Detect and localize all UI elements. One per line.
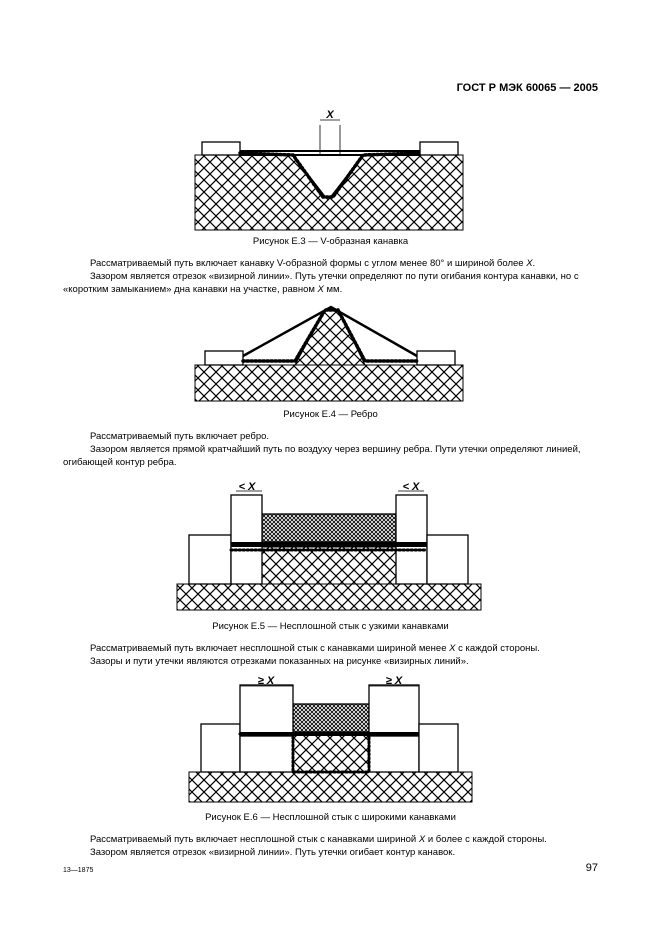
figure-e3-v-groove — [0, 108, 661, 233]
dimension-label-x: X — [326, 109, 334, 121]
paragraph: Рассматриваемый путь включает несплошной стык с канавками шириной менее X с каждой стороны. — [90, 643, 540, 654]
figure-caption: Рисунок Е.5 — Несплошной стык с узкими канавками — [212, 621, 449, 632]
paragraph: Рассматриваемый путь включает канавку V-образной формы с углом менее 80° и шириной более X. — [90, 258, 536, 269]
paragraph: Зазором является отрезок «визирной линии». Путь утечки огибает контур канавок. — [90, 847, 456, 858]
figure-caption: Рисунок Е.3 — V-образная канавка — [252, 236, 409, 247]
figure-caption: Рисунок Е.4 — Ребро — [283, 409, 378, 420]
figure-caption: Рисунок Е.6 — Несплошной стык с широкими канавками — [205, 812, 456, 823]
dimension-label-left: ≥ X — [257, 675, 275, 687]
figure-e4-rib — [0, 300, 661, 404]
dimension-label-right: ≥ X — [385, 675, 403, 687]
paragraph: Рассматриваемый путь включает несплошной стык с канавками шириной X и более с каждой стороны. — [90, 834, 547, 845]
figure-e5-narrow-grooves — [0, 480, 661, 614]
dimension-label-left: < X — [238, 481, 256, 493]
figure-e6-wide-grooves — [0, 672, 661, 806]
document-header: ГОСТ Р МЭК 60065 — 2005 — [456, 82, 598, 94]
page-number: 97 — [585, 862, 598, 874]
paragraph: Зазоры и пути утечки являются отрезками показанных на рисунке «визирных линий». — [90, 656, 469, 667]
paragraph: Зазором является отрезок «визирной линии». Путь утечки определяют по пути огибания контура канавки, но с «коротким замыканием» дна канавки на участке, равном X мм. — [63, 271, 579, 295]
paragraph: Рассматриваемый путь включает ребро. — [90, 431, 270, 442]
dimension-label-right: < X — [402, 481, 420, 493]
paragraph: Зазором является прямой кратчайший путь по воздуху через вершину ребра. Пути утечки определяют линией, огибающей контур ребра. — [63, 444, 581, 468]
footer-code: 13—1875 — [63, 867, 94, 874]
